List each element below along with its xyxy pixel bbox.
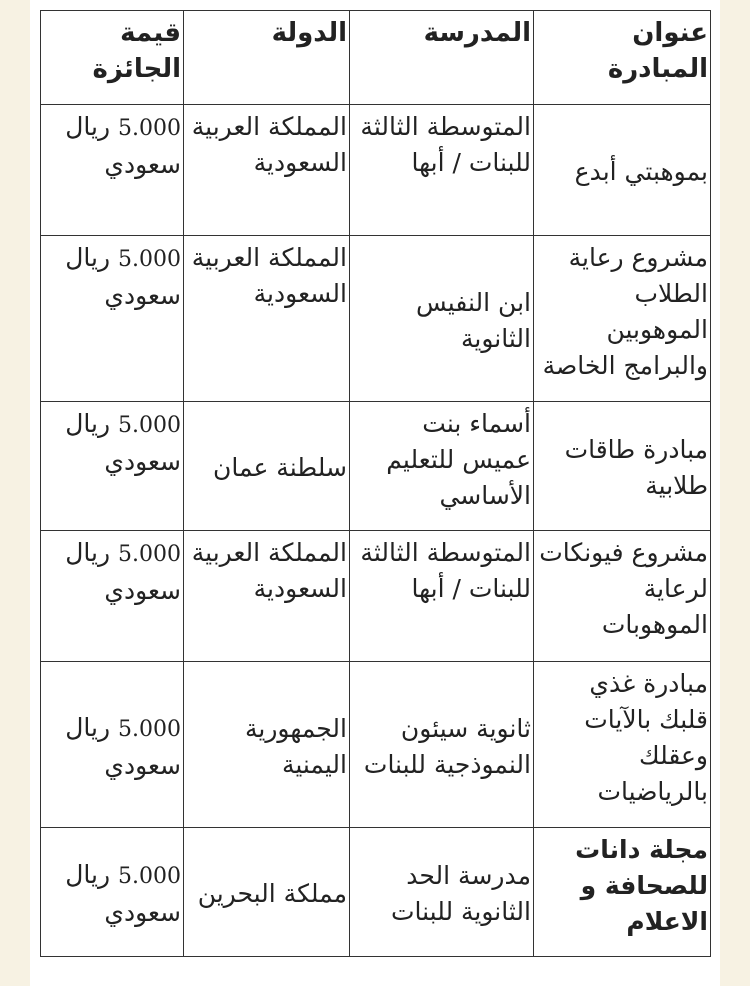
prize-unit: ريال سعودي [65, 409, 181, 476]
table-row [41, 402, 711, 531]
cell-country: سلطنة عمان [184, 402, 350, 531]
prize-amount: 5.000 [118, 247, 181, 272]
cell-school: المتوسطة الثالثة للبنات / أبها [350, 105, 534, 236]
prize-amount: 5.000 [118, 716, 181, 742]
header-school: المدرسة [350, 11, 534, 105]
cell-country: المملكة العربية السعودية [184, 236, 350, 402]
cell-title: مشروع رعاية الطلاب الموهوبين والبرامج الخاصة [534, 236, 711, 402]
table-row [41, 236, 711, 402]
cell-country: المملكة العربية السعودية [184, 105, 350, 236]
cell-prize [41, 531, 184, 662]
cell-country: الجمهورية اليمنية [184, 662, 350, 828]
table-row [41, 662, 711, 828]
cell-title: مجلة دانات للصحافة و الاعلام [534, 828, 711, 957]
cell-country: المملكة العربية السعودية [184, 531, 350, 662]
cell-school: ابن النفيس الثانوية [350, 236, 534, 402]
prize-unit: ريال سعودي [65, 712, 181, 780]
prize-unit: ريال سعودي [65, 243, 181, 310]
cell-school: ثانوية سيئون النموذجية للبنات [350, 662, 534, 828]
cell-prize [41, 828, 184, 957]
cell-title: مشروع فيونكات لرعاية الموهوبات [534, 531, 711, 662]
header-title: عنوان المبادرة [534, 11, 711, 105]
prize-amount: 5.000 [118, 413, 181, 438]
cell-prize [41, 105, 184, 236]
cell-prize [41, 662, 184, 828]
table-header-row [41, 11, 711, 105]
cell-prize [41, 402, 184, 531]
header-prize: قيمة الجائزة [41, 11, 184, 105]
prize-amount: 5.000 [118, 864, 181, 889]
cell-school: المتوسطة الثالثة للبنات / أبها [350, 531, 534, 662]
cell-title: مبادرة غذي قلبك بالآيات وعقلك بالرياضيات [534, 662, 711, 828]
cell-school: أسماء بنت عميس للتعليم الأساسي [350, 402, 534, 531]
header-country: الدولة [184, 11, 350, 105]
cell-country: مملكة البحرين [184, 828, 350, 957]
prize-amount: 5.000 [118, 116, 181, 141]
table-row [41, 531, 711, 662]
prize-amount: 5.000 [118, 542, 181, 567]
cell-title: مبادرة طاقات طلابية [534, 402, 711, 531]
cell-prize [41, 236, 184, 402]
table-row [41, 105, 711, 236]
cell-school: مدرسة الحد الثانوية للبنات [350, 828, 534, 957]
prize-unit: ريال سعودي [65, 860, 181, 927]
prize-unit: ريال سعودي [65, 112, 181, 179]
initiatives-table [40, 10, 711, 957]
prize-unit: ريال سعودي [65, 538, 181, 605]
cell-title: بموهبتي أبدع [534, 105, 711, 236]
table-row [41, 828, 711, 957]
